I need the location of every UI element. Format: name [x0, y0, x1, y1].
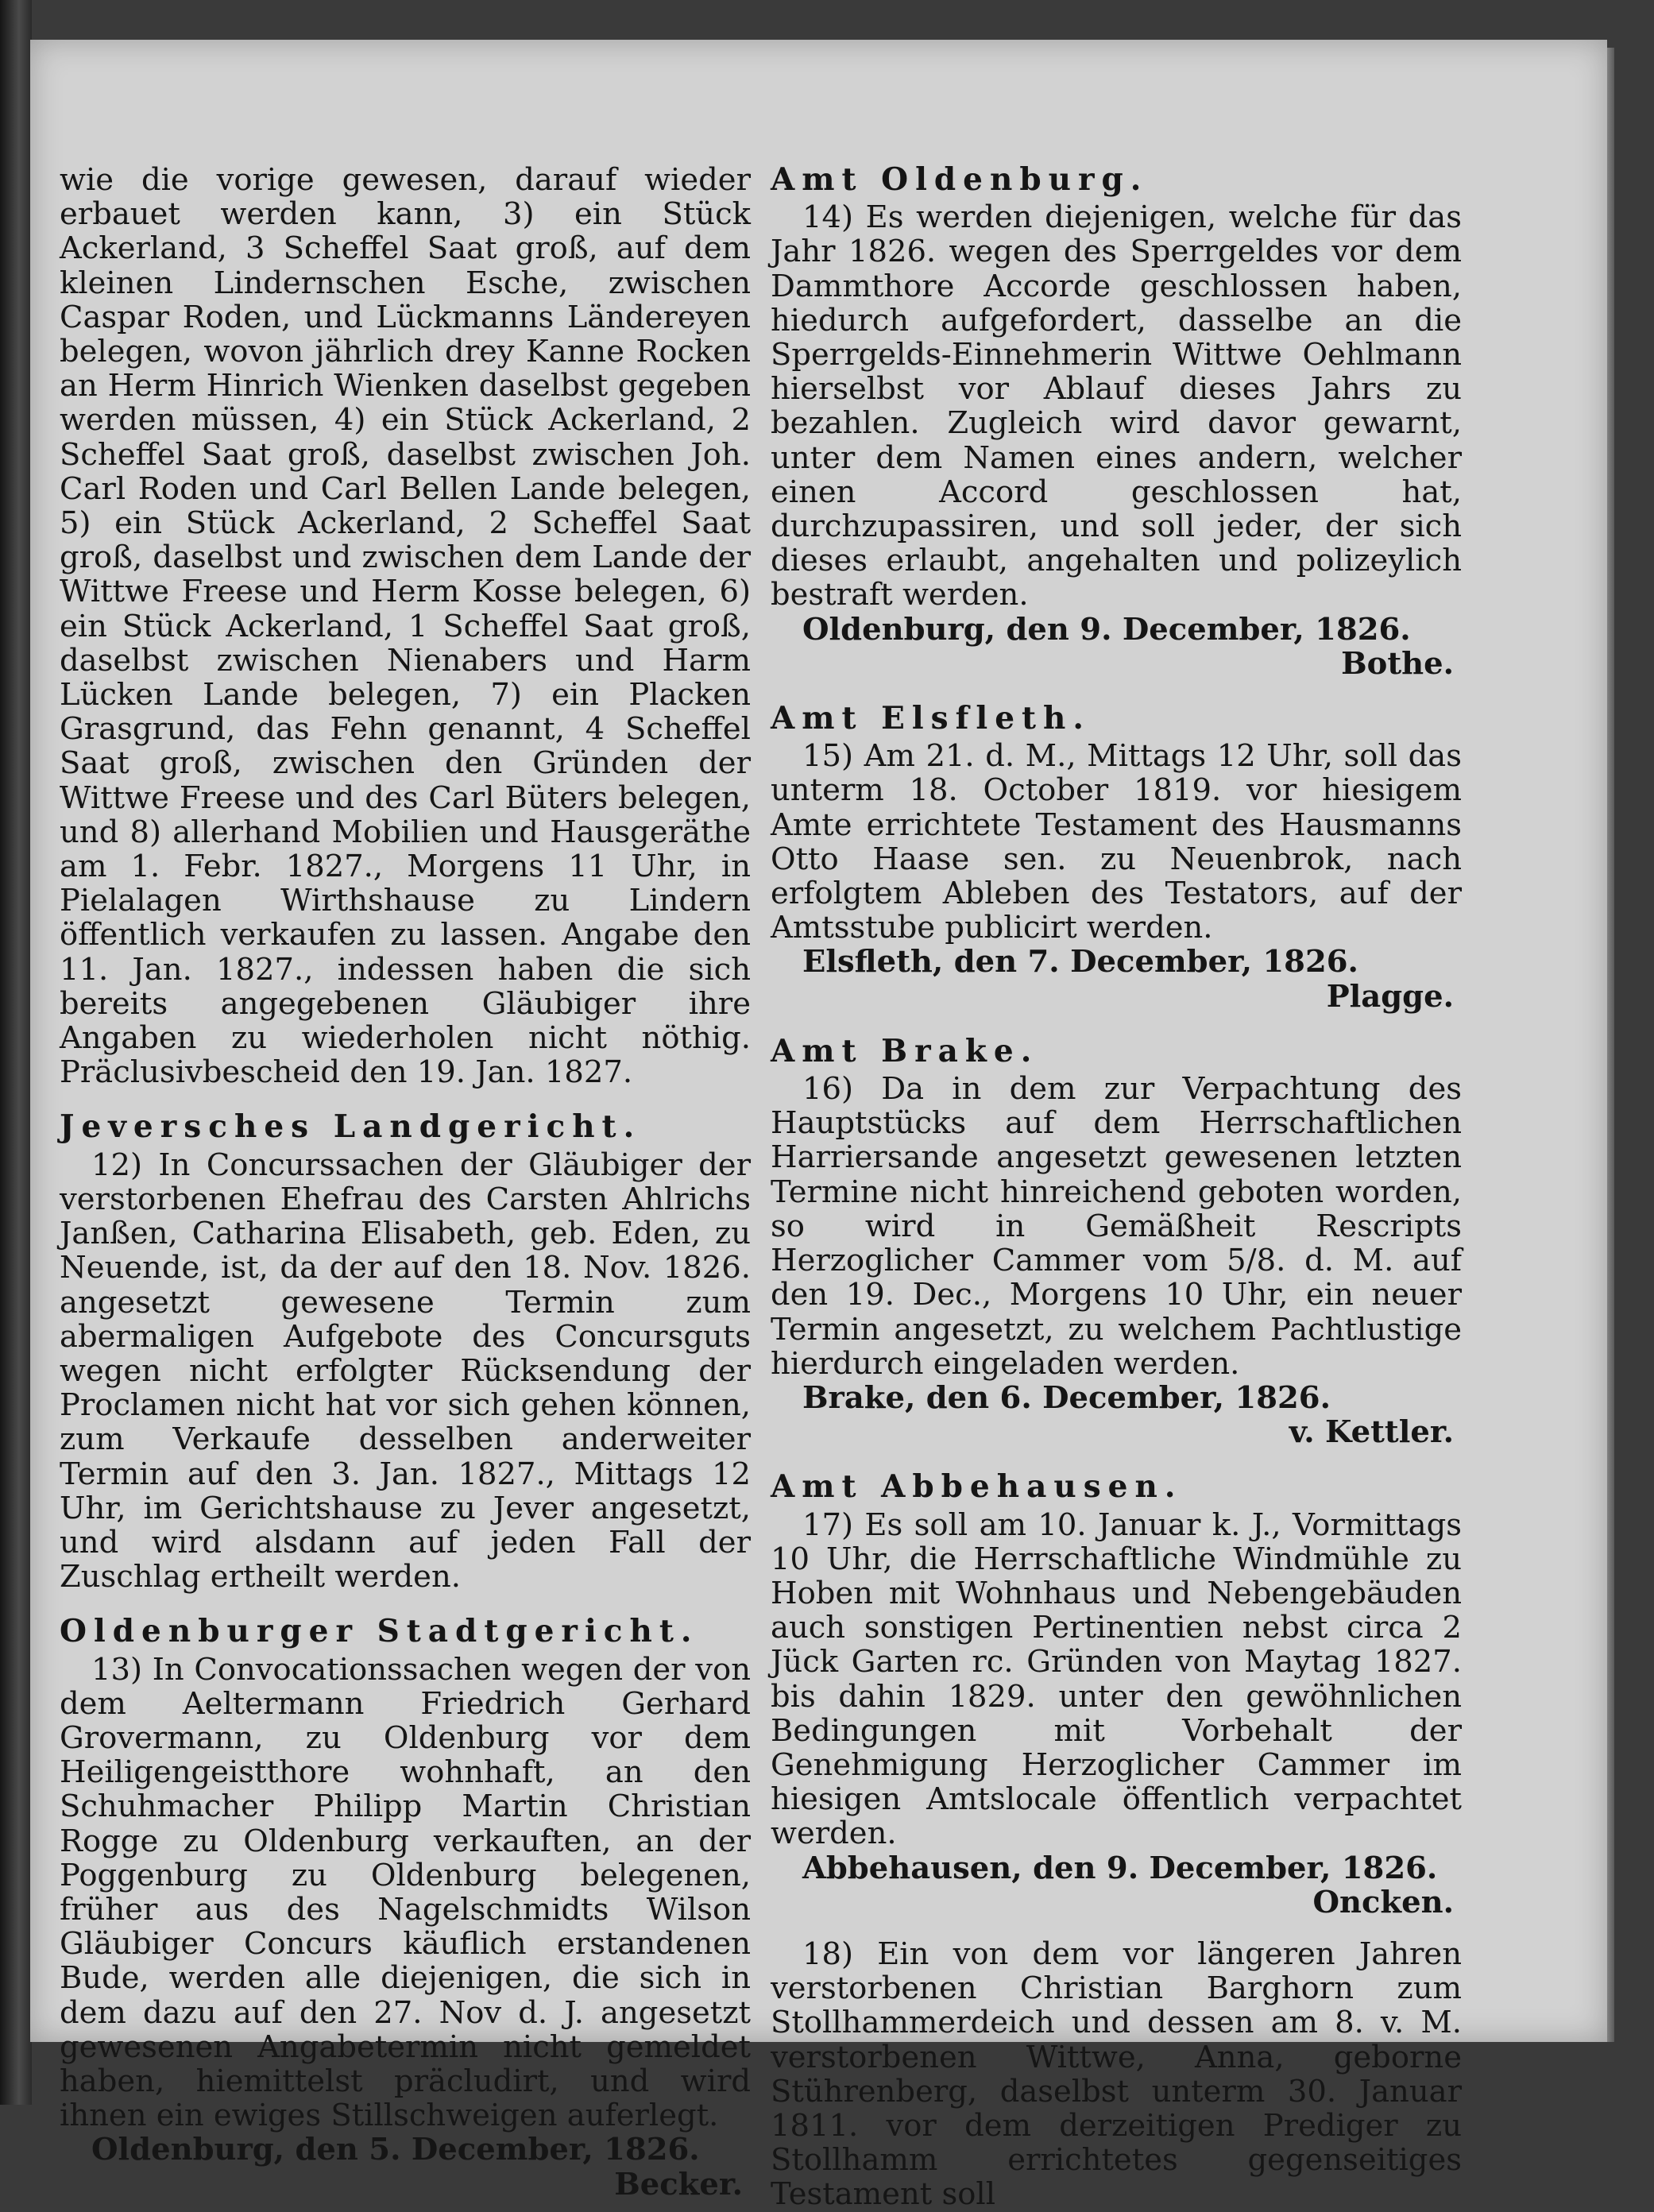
notice-17-dateline: Abbehausen, den 9. December, 1826.	[802, 1850, 1438, 1886]
notice-17-signature: Oncken.	[1312, 1884, 1454, 1920]
notice-13-signature: Becker.	[614, 2166, 743, 2202]
notice-16-dateline: Brake, den 6. December, 1826.	[802, 1379, 1331, 1416]
notice-16-signature: v. Kettler.	[1289, 1414, 1454, 1451]
notice-12-text: 12) In Concurssachen der Gläubiger der verstorbenen Ehefrau des Carsten Ahlrichs Janßen, Catharina Elisabeth, geb. Eden, zu Neuende, ist, da der auf den 18. Nov. 1826. angesetzt gewesene Termin zum abermaligen Aufgebote des Concursguts wegen nicht erfolgter Rücksendung der Proclamen nicht hat vor sich gehen können, zum Verkaufe desselben anderweiter Termin auf den 3. Jan. 1827., Mittags 12 Uhr, im Gerichtshause zu Jever angesetzt, und wird alsdann auf jeden Fall der Zuschlag ertheilt werden.	[60, 1147, 751, 1595]
notice-15-signature: Plagge.	[1326, 978, 1454, 1015]
notice-13-text: 13) In Convocationssachen wegen der von dem Aeltermann Friedrich Gerhard Grovermann, zu Oldenburg vor dem Heiligengeistthore wohnhaft, an den Schuhmacher Philipp Martin Christian Rogge zu Oldenburg verkauften, an der Poggenburg zu Oldenburg belegenen, früher aus des Nagelschmidts Wilson Gläubiger Concurs käuflich erstandenen Bude, werden alle diejenigen, die sich in dem dazu auf den 27. Nov d. J. angesetzt gewesenen Angabetermin nicht gemeldet haben, hiemittelst präcludirt, und wird ihnen ein ewiges Stillschweigen auferlegt.	[60, 1651, 751, 2134]
notice-14-dateline: Oldenburg, den 9. December, 1826.	[802, 611, 1411, 648]
notice-14-text: 14) Es werden diejenigen, welche für das Jahr 1826. wegen des Sperrgeldes vor dem Dammthore Accorde geschlossen haben, hiedurch aufgefordert, dasselbe an die Sperrgelds-Einnehmerin Wittwe Oehlmann hierselbst vor Ablauf dieses Jahrs zu bezahlen. Zugleich wird davor gewarnt, unter dem Namen eines andern, welcher einen Accord geschlossen hat, durchzupassiren, und soll jeder, der sich dieses erlaubt, angehalten und polizeylich bestraft werden.	[771, 199, 1462, 613]
section-heading-oldenburg-stadtgericht: Oldenburger Stadtgericht.	[60, 1613, 699, 1650]
notice-16-text: 16) Da in dem zur Verpachtung des Hauptstücks auf dem Herrschaftlichen Harriersande angesetzt gewesenen letzten Termine nicht hinreichend geboten worden, so wird in Gemäßheit Rescripts Herzoglicher Cammer vom 5/8. d. M. auf den 19. Dec., Morgens 10 Uhr, ein neuer Termin angesetzt, zu welchem Pachtlustige hierdurch eingeladen werden.	[771, 1071, 1462, 1382]
section-heading-jever: Jeversches Landgericht.	[60, 1108, 642, 1146]
section-heading-amt-oldenburg: Amt Oldenburg.	[771, 161, 1149, 198]
notice-18-text: 18) Ein von dem vor längeren Jahren verstorbenen Christian Barghorn zum Stollhammerdeich und dessen am 8. v. M. verstorbenen Wittwe, Anna, geborne Stührenberg, daselbst unterm 30. Januar 1811. vor dem derzeitigen Prediger zu Stollhamm errichtetes gegenseitiges Testament soll	[771, 1936, 1462, 2212]
section-heading-amt-brake: Amt Brake.	[771, 1032, 1039, 1069]
notice-15-dateline: Elsfleth, den 7. December, 1826.	[802, 944, 1358, 980]
section-heading-amt-elsfleth: Amt Elsfleth.	[771, 700, 1091, 737]
notice-15-text: 15) Am 21. d. M., Mittags 12 Uhr, soll das unterm 18. October 1819. vor hiesigem Amte errichtete Testament des Hausmanns Otto Haase sen. zu Neuenbrok, nach erfolgtem Ableben des Testators, auf der Amtsstube publicirt werden.	[771, 738, 1462, 946]
continued-notice-text: wie die vorige gewesen, darauf wieder erbauet werden kann, 3) ein Stück Ackerland, 3 Scheffel Saat groß, auf dem kleinen Lindernschen Esche, zwischen Caspar Roden, und Lückmanns Ländereyen belegen, wovon jährlich drey Kanne Rocken an Herm Hinrich Wienken daselbst gegeben werden müssen, 4) ein Stück Ackerland, 2 Scheffel Saat groß, daselbst zwischen Joh. Carl Roden und Carl Bellen Lande belegen, 5) ein Stück Ackerland, 2 Scheffel Saat groß, daselbst und zwischen dem Lande der Wittwe Freese und Herm Kosse belegen, 6) ein Stück Ackerland, 1 Scheffel Saat groß, daselbst zwischen Nienabers und Harm Lücken Lande belegen, 7) ein Placken Grasgrund, das Fehn genannt, 4 Scheffel Saat groß, zwischen den Gründen der Wittwe Freese und des Carl Büters belegen, und 8) allerhand Mobilien und Hausgeräthe am 1. Febr. 1827., Morgens 11 Uhr, in Pielalagen Wirthshause zu Lindern öffentlich verkaufen zu lassen. Angabe den 11. Jan. 1827., indessen haben die sich bereits angegebenen Gläubiger ihre Angaben zu wiederholen nicht nöthig. Präclusivbescheid den 19. Jan. 1827.	[60, 162, 751, 1091]
notice-17-text: 17) Es soll am 10. Januar k. J., Vormittags 10 Uhr, die Herrschaftliche Windmühle zu Hoben mit Wohnhaus und Nebengebäuden auch sonstigen Pertinentien nebst circa 2 Jück Garten rc. Gründen von Maytag 1827. bis dahin 1829. unter den gewöhnlichen Bedingungen mit Vorbehalt der Genehmigung Herzoglicher Cammer im hiesigen Amtslocale öffentlich verpachtet werden.	[771, 1506, 1462, 1852]
section-heading-amt-abbehausen: Amt Abbehausen.	[771, 1468, 1183, 1506]
notice-13-dateline: Oldenburg, den 5. December, 1826.	[91, 2132, 700, 2168]
right-column	[771, 163, 1462, 2212]
notice-14-signature: Bothe.	[1341, 645, 1454, 682]
left-column	[60, 163, 751, 2202]
book-spine	[0, 0, 32, 2105]
